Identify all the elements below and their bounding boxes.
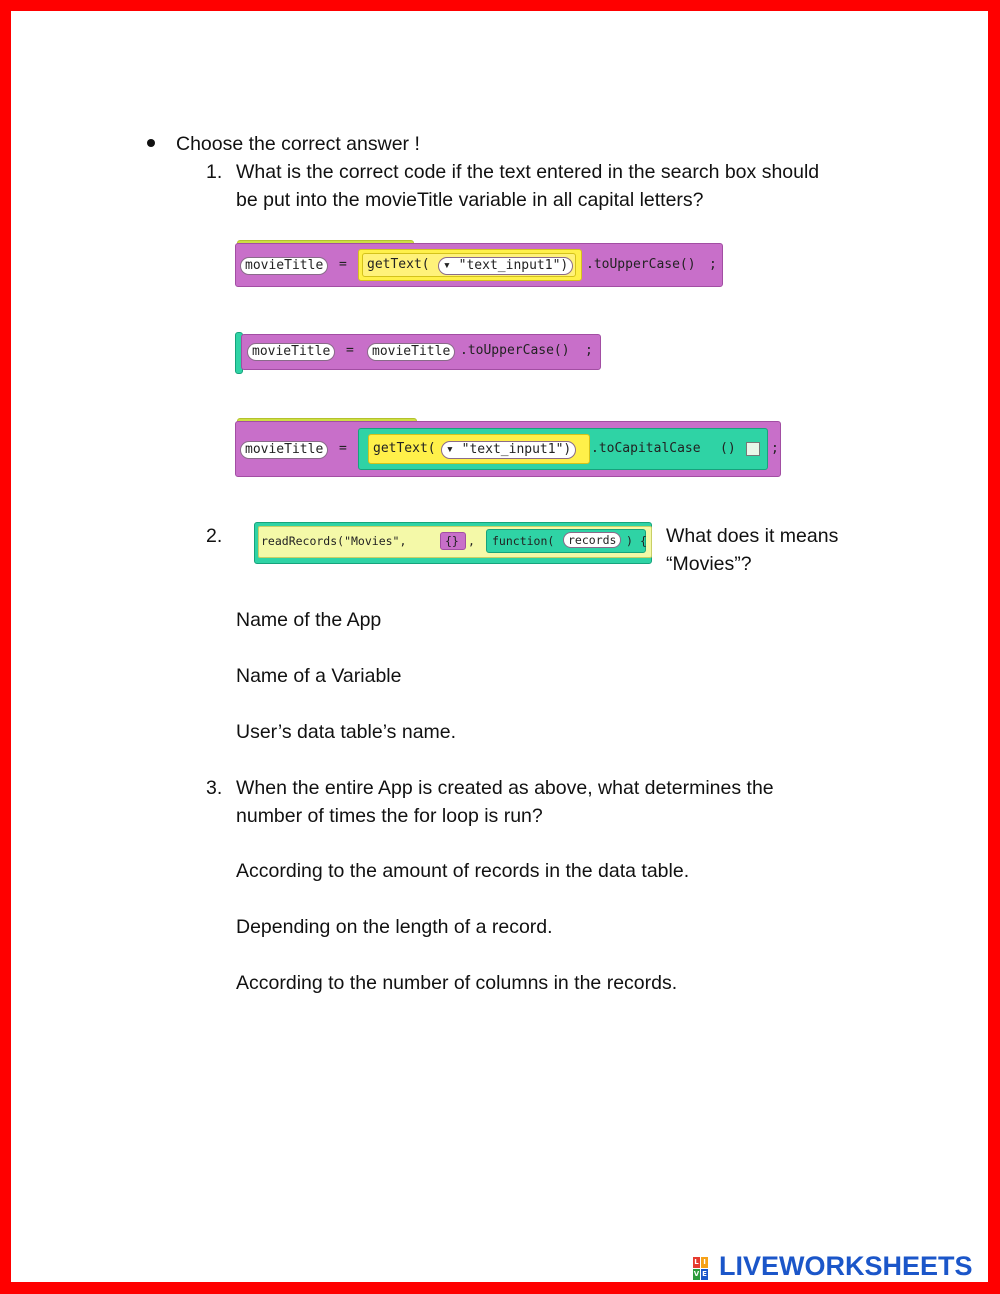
bullet-icon: [147, 139, 155, 147]
q1-option-c-code-block[interactable]: movieTitle = getText( ▾ "text_input1") .toCapitalCase () ;: [235, 418, 783, 480]
q2-answer-option[interactable]: User’s data table’s name.: [236, 721, 457, 743]
q3-answer-option[interactable]: According to the amount of records in the data table.: [236, 860, 690, 882]
q2-number: 2.: [206, 525, 223, 547]
param-pill: records: [563, 532, 621, 548]
q3-answer-option[interactable]: Depending on the length of a record.: [236, 916, 553, 938]
var-pill: movieTitle: [240, 257, 328, 275]
q1-number: 1.: [206, 161, 223, 183]
instruction-text: Choose the correct answer !: [176, 133, 420, 155]
q2-question-line2: “Movies”?: [666, 553, 752, 575]
q1-text-line1: What is the correct code if the text entered in the search box should: [236, 161, 820, 183]
liveworksheets-logo-text: LIVEWORKSHEETS: [719, 1251, 973, 1281]
var-pill: movieTitle: [247, 343, 335, 361]
source-var-pill: movieTitle: [367, 343, 455, 361]
dropdown-pill[interactable]: ▾ "text_input1"): [441, 441, 576, 459]
q2-answer-option[interactable]: Name of the App: [236, 609, 382, 631]
q3-text-line2: number of times the for loop is run?: [236, 805, 543, 827]
dropdown-arrow-icon: ▾: [443, 258, 451, 273]
q1-option-a-code-block[interactable]: movieTitle = getText( ▾ "text_input1") .toUpperCase() ;: [235, 240, 725, 290]
collapse-icon[interactable]: [746, 442, 760, 456]
q1-option-b-code-block[interactable]: movieTitle = movieTitle .toUpperCase() ;: [235, 332, 605, 378]
q3-text-line1: When the entire App is created as above, what determines the: [236, 777, 774, 799]
var-pill: movieTitle: [240, 441, 328, 459]
q2-answer-option[interactable]: Name of a Variable: [236, 665, 402, 687]
q1-text-line2: be put into the movieTitle variable in all capital letters?: [236, 189, 704, 211]
dropdown-pill[interactable]: ▾ "text_input1"): [438, 257, 573, 275]
dropdown-arrow-icon: ▾: [446, 442, 454, 457]
q3-number: 3.: [206, 777, 223, 799]
q2-question-line1: What does it means: [666, 525, 839, 547]
q3-answer-option[interactable]: According to the number of columns in the records.: [236, 972, 678, 994]
q2-code-block: readRecords("Movies", {} , function( records ) {: [254, 522, 654, 566]
liveworksheets-logo-icon: L V I E: [693, 1258, 707, 1278]
